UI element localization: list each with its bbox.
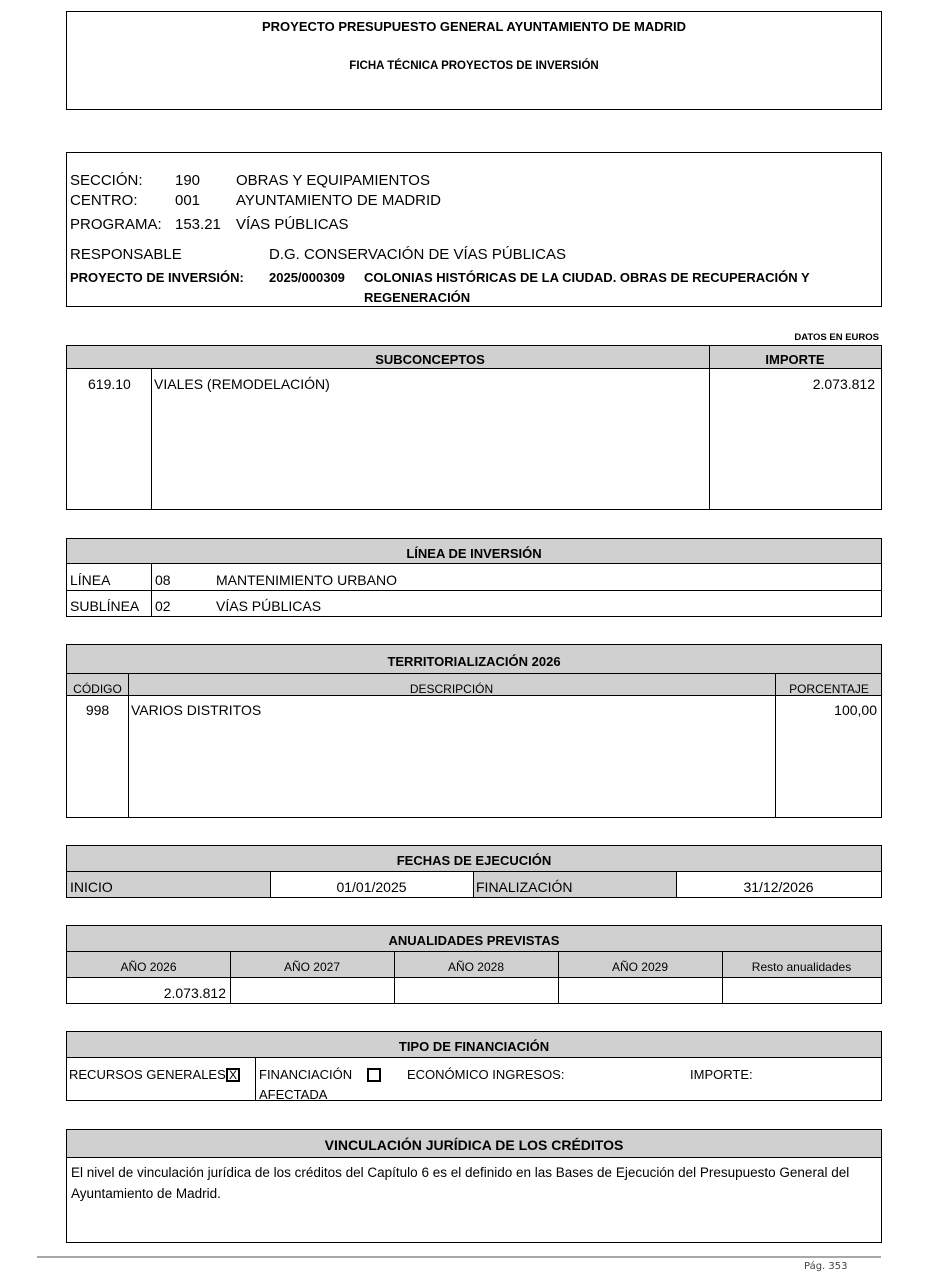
financiacion-afectada-label-2: AFECTADA — [259, 1087, 328, 1102]
col-year-2027: AÑO 2027 — [283, 960, 341, 974]
footer-divider — [37, 1256, 881, 1258]
financiacion-header: TIPO DE FINANCIACIÓN — [398, 1039, 550, 1054]
col-resto: Resto anualidades — [751, 960, 852, 974]
recursos-generales-checkbox[interactable]: X — [226, 1068, 240, 1082]
currency-note: DATOS EN EUROS — [794, 332, 879, 343]
territorio-code: 998 — [85, 702, 110, 718]
document-subtitle: FICHA TÉCNICA PROYECTOS DE INVERSIÓN — [349, 60, 599, 72]
fechas-header: FECHAS DE EJECUCIÓN — [396, 853, 552, 868]
financiacion-afectada-checkbox[interactable] — [367, 1068, 381, 1082]
col-descripcion: DESCRIPCIÓN — [409, 682, 494, 696]
seccion-code: 190 — [175, 172, 201, 189]
vinculacion-header: VINCULACIÓN JURÍDICA DE LOS CRÉDITOS — [324, 1137, 624, 1153]
anualidades-table — [66, 925, 882, 1004]
col-codigo: CÓDIGO — [73, 682, 122, 696]
page-number: Pág. 353 — [804, 1261, 848, 1272]
inicio-value: 01/01/2025 — [336, 879, 407, 895]
vinculacion-text-1: El nivel de vinculación jurídica de los créditos del Capítulo 6 es el definido en las Bases de Ejecución del Presupuesto General del — [71, 1165, 850, 1180]
proyecto-label: PROYECTO DE INVERSIÓN: — [70, 270, 244, 285]
importe-label: IMPORTE: — [690, 1067, 753, 1082]
linea-label: LÍNEA — [70, 572, 111, 588]
recursos-generales-label: RECURSOS GENERALES — [69, 1067, 226, 1082]
subconcepto-description: VIALES (REMODELACIÓN) — [154, 376, 330, 392]
project-info — [66, 152, 882, 307]
programa-name: VÍAS PÚBLICAS — [236, 216, 349, 233]
value-year-2026: 2.073.812 — [163, 985, 226, 1001]
vinculacion-text-2: Ayuntamiento de Madrid. — [71, 1186, 221, 1201]
subconcepto-code: 619.10 — [88, 376, 131, 392]
fin-value: 31/12/2026 — [743, 879, 814, 895]
importe-header: IMPORTE — [765, 352, 825, 367]
seccion-name: OBRAS Y EQUIPAMIENTOS — [236, 172, 430, 189]
responsable-name: D.G. CONSERVACIÓN DE VÍAS PÚBLICAS — [269, 246, 567, 263]
col-porcentaje: PORCENTAJE — [789, 682, 869, 696]
sublinea-code: 02 — [155, 598, 171, 614]
centro-name: AYUNTAMIENTO DE MADRID — [236, 192, 442, 209]
sublinea-label: SUBLÍNEA — [70, 598, 140, 614]
vinculacion-table — [66, 1129, 882, 1243]
centro-code: 001 — [175, 192, 201, 209]
programa-code: 153.21 — [175, 216, 221, 233]
economico-ingresos-label: ECONÓMICO INGRESOS: — [407, 1067, 565, 1082]
document-header — [66, 11, 882, 110]
col-year-2028: AÑO 2028 — [447, 960, 505, 974]
financiacion-table — [66, 1031, 882, 1101]
inicio-label: INICIO — [70, 879, 113, 895]
territorializacion-header: TERRITORIALIZACIÓN 2026 — [387, 654, 561, 669]
linea-name: MANTENIMIENTO URBANO — [216, 572, 397, 588]
territorio-description: VARIOS DISTRITOS — [131, 702, 262, 718]
linea-code: 08 — [155, 572, 171, 588]
proyecto-code: 2025/000309 — [269, 270, 345, 285]
fin-label: FINALIZACIÓN — [476, 879, 573, 895]
linea-inversion-table — [66, 538, 882, 617]
proyecto-name-line1: COLONIAS HISTÓRICAS DE LA CIUDAD. OBRAS DE RECUPERACIÓN Y — [364, 270, 810, 285]
subconceptos-table — [66, 345, 882, 510]
subconceptos-header: SUBCONCEPTOS — [375, 352, 485, 367]
territorio-porcentaje: 100,00 — [834, 702, 877, 718]
fechas-ejecucion-table — [66, 845, 882, 898]
col-year-2026: AÑO 2026 — [120, 960, 177, 974]
sublinea-name: VÍAS PÚBLICAS — [216, 598, 322, 614]
seccion-label: SECCIÓN: — [70, 172, 143, 189]
financiacion-afectada-label-1: FINANCIACIÓN — [259, 1067, 353, 1082]
programa-label: PROGRAMA: — [70, 216, 162, 233]
col-year-2029: AÑO 2029 — [611, 960, 669, 974]
subconcepto-importe: 2.073.812 — [812, 376, 875, 392]
anualidades-header: ANUALIDADES PREVISTAS — [388, 933, 560, 948]
document-title: PROYECTO PRESUPUESTO GENERAL AYUNTAMIENTO DE MADRID — [261, 19, 686, 34]
proyecto-name-line2: REGENERACIÓN — [364, 290, 471, 305]
territorializacion-table — [66, 644, 882, 818]
responsable-label: RESPONSABLE — [70, 246, 182, 263]
linea-inversion-header: LÍNEA DE INVERSIÓN — [406, 546, 542, 561]
centro-label: CENTRO: — [70, 192, 138, 209]
